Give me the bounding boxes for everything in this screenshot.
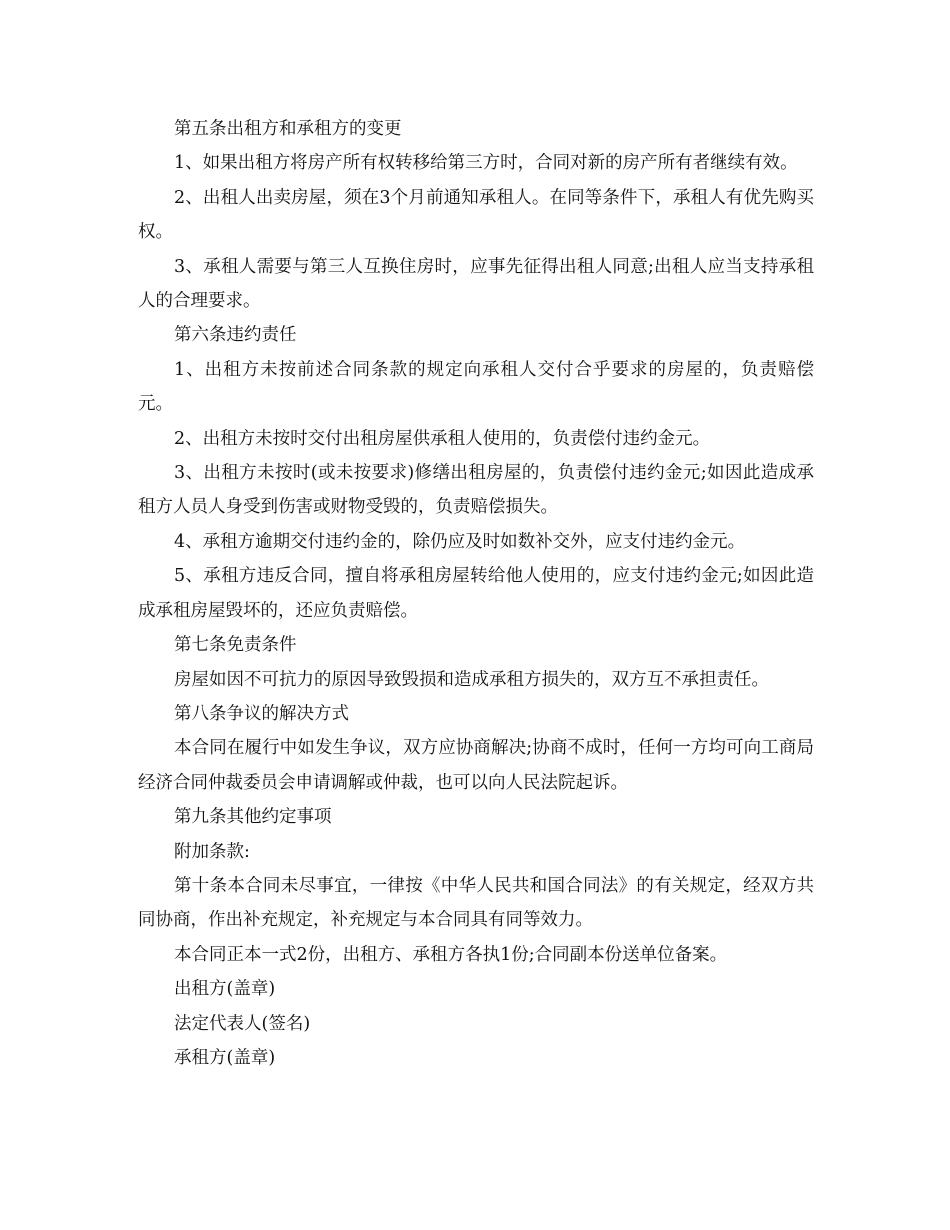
additional-terms-label: 附加条款:: [174, 841, 250, 862]
article-7-body: 房屋如因不可抗力的原因导致毁损和造成承租方损失的，双方互不承担责任。: [174, 669, 769, 690]
lessor-seal-line: 出租方(盖章): [174, 979, 276, 1000]
lessee-seal-line: 承租方(盖章): [174, 1047, 276, 1068]
article-6-clause-5: 5、承租方违反合同，擅自将承租房屋转给他人使用的，应支付违约金元;如因此造成承租房屋毁坏的，还应负责赔偿。: [138, 566, 814, 621]
article-10-body: 第十条本合同未尽事宜，一律按《中华人民共和国合同法》的有关规定，经双方共同协商，作出补充规定，补充规定与本合同具有同等效力。: [138, 875, 814, 931]
legal-representative-signature-line: 法定代表人(签名): [174, 1013, 311, 1034]
article-6-heading: 第六条违约责任: [174, 325, 297, 346]
copies-clause: 本合同正本一式2份，出租方、承租方各执1份;合同副本份送单位备案。: [174, 944, 728, 965]
article-9-heading: 第九条其他约定事项: [174, 807, 332, 828]
article-8-body: 本合同在履行中如发生争议，双方应协商解决;协商不成时，任何一方均可向工商局经济合同仲裁委员会申请调解或仲裁，也可以向人民法院起诉。: [138, 738, 814, 793]
article-5-heading: 第五条出租方和承租方的变更: [174, 119, 402, 139]
article-5-clause-1: 1、如果出租方将房产所有权转移给第三方时，合同对新的房产所有者继续有效。: [174, 153, 798, 174]
article-5-clause-3: 3、承租人需要与第三人互换住房时，应事先征得出租人同意;出租人应当支持承租人的合理要求。: [138, 256, 814, 312]
article-8-heading: 第八条争议的解决方式: [174, 703, 349, 724]
article-6-clause-1: 1、出租方未按前述合同条款的规定向承租人交付合乎要求的房屋的，负责赔偿元。: [138, 359, 814, 415]
article-7-heading: 第七条免责条件: [174, 635, 297, 656]
document-body: [138, 112, 814, 1075]
article-5-clause-2: 2、出租人出卖房屋，须在3个月前通知承租人。在同等条件下，承租人有优先购买权。: [138, 187, 814, 243]
article-6-clause-2: 2、出租方未按时交付出租房屋供承租人使用的，负责偿付违约金元。: [174, 428, 711, 449]
article-6-clause-4: 4、承租方逾期交付违约金的，除仍应及时如数补交外，应支付违约金元。: [174, 531, 746, 552]
article-6-clause-3: 3、出租方未按时(或未按要求)修缮出租房屋的，负责偿付违约金元;如因此造成承租方人员人身受到伤害或财物受毁的，负责赔偿损失。: [138, 463, 814, 518]
